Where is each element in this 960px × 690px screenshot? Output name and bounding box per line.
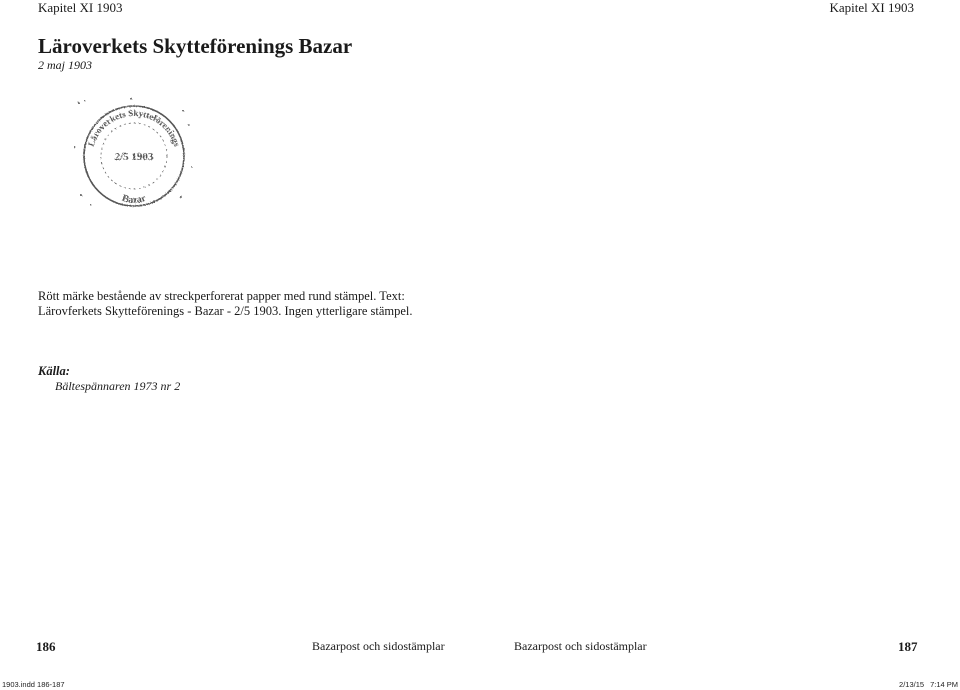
stamp-description [38, 289, 413, 319]
page-number-right: 187 [898, 639, 918, 654]
event-date: 2 maj 1903 [38, 58, 92, 72]
svg-text:Läroverkets Skytteförenings [86, 108, 183, 148]
footer-title-right: Bazarpost och sidostämplar [514, 639, 647, 653]
print-slug-file: 1903.indd 186-187 [2, 680, 65, 689]
slug-date: 2/13/15 [899, 680, 925, 689]
postmark-stamp-image [70, 96, 198, 214]
slug-time: 7:14 PM [930, 680, 958, 689]
footer-title-left: Bazarpost och sidostämplar [312, 639, 445, 653]
page-number-left: 186 [36, 639, 56, 654]
print-slug-timestamp [893, 680, 958, 689]
stamp-bottom-text: Bazar [120, 192, 148, 206]
description-line-2: Lärovferkets Skytteförenings - Bazar - 2/5 1903. Ingen ytterligare stämpel. [38, 304, 413, 318]
running-header-right: Kapitel XI 1903 [829, 0, 914, 15]
stamp-top-text: Läroverkets Skytteförenings [85, 107, 183, 148]
source-text: Bältespännaren 1973 nr 2 [55, 379, 181, 393]
page-title: Läroverkets Skytteförenings Bazar [38, 34, 353, 58]
description-line-1: Rött märke bestående av streckperforerat papper med rund stämpel. Text: [38, 289, 405, 303]
stamp-date-text: 2/5 1903 [114, 151, 154, 163]
svg-text:Bazar [121, 193, 148, 206]
running-header-left: Kapitel XI 1903 [38, 0, 123, 15]
source-label: Källa: [38, 364, 70, 378]
